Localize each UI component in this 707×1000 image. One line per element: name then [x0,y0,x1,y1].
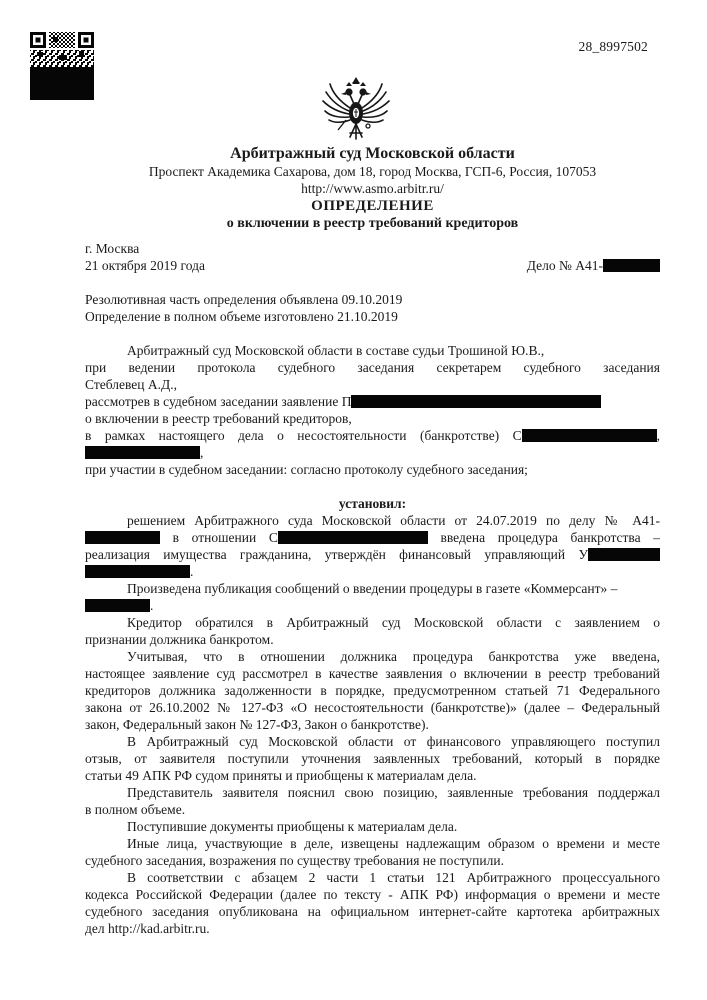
doc-line [85,563,660,580]
doc-text: В соответствии с абзацем 2 части 1 статьи 121 Арбитражного процессуального [127,870,660,885]
doc-line [85,580,660,597]
doc-text: в рамках настоящего дела о несостоятельности (банкротстве) С [85,428,522,443]
court-address: Проспект Академика Сахарова, дом 18, город Москва, ГСП-6, Россия, 107053 [148,164,597,179]
doc-line [85,716,660,733]
doc-text: дел http://kad.arbitr.ru. [85,921,210,936]
doc-text: Кредитор обратился в Арбитражный суд Московской области с заявлением о [127,615,660,630]
doc-line [85,784,660,801]
court-name: Арбитражный суд Московской области [230,145,515,162]
doc-text: Дело № А41- [526,258,603,273]
court-website-url: http://www.asmo.arbitr.ru/ [301,181,444,196]
doc-text: о включении в реестр требований кредиторов, [85,411,352,426]
doc-text: в отношении С [160,530,278,545]
redaction-bar [85,565,190,578]
doc-text: признании должника банкротом. [85,632,274,647]
doc-line [85,512,660,529]
doc-line [85,597,660,614]
doc-line [85,444,660,461]
doc-line [85,410,660,427]
doc-text: Резолютивная часть определения объявлена 09.10.2019 [85,292,403,307]
doc-line [85,648,660,665]
doc-text: . [190,564,194,579]
document-lines [85,240,660,937]
document-subject: о включении в реестр требований кредиторов [226,216,519,231]
doc-line [85,903,660,920]
doc-text: Произведена публикация сообщений о введении процедуры в газете «Коммерсант» – [127,581,618,596]
doc-line [85,733,660,750]
blank-line [85,478,660,495]
doc-text: В Арбитражный суд Московской области от финансового управляющего поступил [127,734,660,749]
doc-text: Иные лица, участвующие в деле, извещены надлежащим образом о времени и месте [127,836,660,851]
doc-text: Определение в полном объеме изготовлено 21.10.2019 [85,309,398,324]
doc-text: кодекса Российской Федерации (далее по тексту - АПК РФ) информация о времени и месте [85,887,660,902]
redaction-bar [351,395,601,408]
doc-text: , [656,428,660,443]
doc-line [85,614,660,631]
doc-line [85,750,660,767]
doc-line [85,886,660,903]
doc-line [85,240,660,257]
doc-line [85,682,660,699]
doc-line [85,835,660,852]
doc-text: кредиторов должника задолженности в порядке, предусмотренном статьей 71 Федерального [85,683,660,698]
doc-line [85,920,660,937]
redaction-bar [278,531,428,544]
doc-line [85,359,660,376]
russia-coat-of-arms-icon [319,74,393,144]
doc-text: Арбитражный суд Московской области в составе судьи Трошиной Ю.В., [127,343,545,358]
doc-line [85,529,660,546]
doc-line [85,869,660,886]
doc-text: Учитывая, что в отношении должника процедура банкротства уже введена, [127,649,660,664]
doc-text: судебного заседания, возражения по существу требования не поступили. [85,853,504,868]
doc-line [85,631,660,648]
doc-text: введена процедура банкротства – [427,530,660,545]
doc-text: при участии в судебном заседании: согласно протоколу судебного заседания; [85,462,528,477]
doc-line [85,495,660,512]
doc-line [85,852,660,869]
doc-text: г. Москва [85,241,140,256]
doc-text: 21 октября 2019 года [85,258,205,273]
letterhead [85,144,660,232]
qr-code-icon [29,31,95,101]
doc-line [85,767,660,784]
doc-line [85,257,660,274]
doc-text: настоящее заявление суд рассмотрел в качестве заявления о включении в реестр требований [85,666,660,681]
doc-text: судебного заседания опубликована на официальном интернет-сайте картотека арбитражных [85,904,660,919]
doc-text: Стеблевец А.Д., [85,377,177,392]
doc-text: при ведении протокола судебного заседания секретарем судебного заседания [85,360,660,375]
redaction-bar [588,548,660,561]
redaction-bar [85,599,150,612]
doc-line [85,801,660,818]
doc-line [85,546,660,563]
doc-text: , [200,445,204,460]
blank-line [85,325,660,342]
redaction-bar [85,531,160,544]
doc-text: в полном объеме. [85,802,186,817]
doc-text: Поступившие документы приобщены к материалам дела. [127,819,458,834]
doc-text: статьи 49 АПК РФ судом приняты и приобщены к материалам дела. [85,768,477,783]
doc-text: решением Арбитражного суда Московской области от 24.07.2019 по делу № А41- [127,513,660,528]
doc-line [85,342,660,359]
double-headed-eagle-graphic [319,74,393,144]
qr-code-graphic [29,31,95,101]
doc-text: отзыв, от заявителя поступили уточнения заявленных требований, который в порядке [85,751,660,766]
document-type-title: ОПРЕДЕЛЕНИЕ [311,198,434,214]
doc-text: закон, Федеральный закон № 127-ФЗ, Закон о банкротстве). [85,717,429,732]
doc-text: установил: [338,496,407,511]
doc-line [85,308,660,325]
redaction-bar [522,429,657,442]
doc-line [85,818,660,835]
doc-line [85,393,660,410]
document-code: 28_8997502 [578,39,648,54]
doc-text: Представитель заявителя пояснил свою позицию, заявленные требования поддержал [127,785,660,800]
doc-line [85,291,660,308]
doc-line [85,699,660,716]
doc-line [85,665,660,682]
doc-text: рассмотрев в судебном заседании заявление П [85,394,352,409]
doc-line [85,376,660,393]
doc-line [85,461,660,478]
doc-text: . [150,598,154,613]
doc-text: реализация имущества гражданина, утверждён финансовый управляющий У [85,547,588,562]
redaction-bar [85,446,200,459]
doc-line [85,427,660,444]
doc-text: закона от 26.10.2002 № 127-ФЗ «О несостоятельности (банкротстве)» (далее – Федеральный [85,700,660,715]
blank-line [85,274,660,291]
redaction-bar [603,259,660,272]
